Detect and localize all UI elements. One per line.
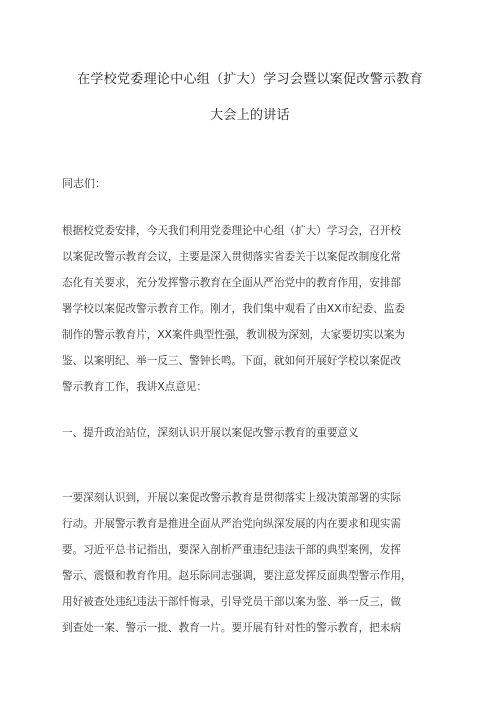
paragraph-line: 一要深刻认识到，开展以案促改警示教育是贯彻落实上级决策部署的实际 bbox=[62, 492, 401, 504]
paragraph-line: 到查处一案、警示一批、教育一片。要开展有针对性的警示教育，把未病 bbox=[62, 622, 401, 634]
paragraph-line: 用好被查处违纪违法干部忏悔录，引导党员干部以案为鉴、举一反三，做 bbox=[62, 596, 401, 608]
paragraph-line: 署学校以案促改警示教育工作。刚才，我们集中观看了由XX市纪委、监委 bbox=[62, 303, 405, 315]
document-title-line-1: 在学校党委理论中心组（扩大）学习会暨以案促改警示教育 bbox=[77, 72, 423, 87]
paragraph-line: 要。习近平总书记指出，要深入剖析严重违纪违法干部的典型案例，发挥 bbox=[62, 544, 401, 556]
paragraph-line: 根据校党委安排，今天我们利用党委理论中心组（扩大）学习会，召开校 bbox=[62, 225, 401, 237]
paragraph-line: 警示教育工作，我讲X点意见： bbox=[62, 381, 207, 393]
paragraph-line: 警示、震慑和教育作用。赵乐际同志强调，要注意发挥反面典型警示作用， bbox=[62, 570, 412, 582]
paragraph-line: 行动。开展警示教育是推进全面从严治党向纵深发展的内在要求和现实需 bbox=[62, 518, 401, 530]
paragraph-line: 鉴、以案明纪、举一反三、警钟长鸣。下面，就如何开展好学校以案促改 bbox=[62, 355, 401, 367]
salutation: 同志们： bbox=[62, 177, 106, 190]
paragraph-line: 制作的警示教育片，XX案件典型性强，教训极为深刻，大家要切实以案为 bbox=[62, 329, 405, 341]
paragraph-intro bbox=[62, 218, 440, 400]
document-title-line-2: 大会上的讲话 bbox=[210, 108, 290, 123]
paragraph-line: 以案促改警示教育会议，主要是深入贯彻落实省委关于以案促改制度化常 bbox=[62, 251, 401, 263]
paragraph-section-1 bbox=[62, 485, 440, 641]
paragraph-line: 态化有关要求，充分发挥警示教育在全面从严治党中的教育作用，安排部 bbox=[62, 277, 401, 289]
section-heading-1: 一、提升政治站位，深刻认识开展以案促改警示教育的重要意义 bbox=[62, 427, 359, 439]
